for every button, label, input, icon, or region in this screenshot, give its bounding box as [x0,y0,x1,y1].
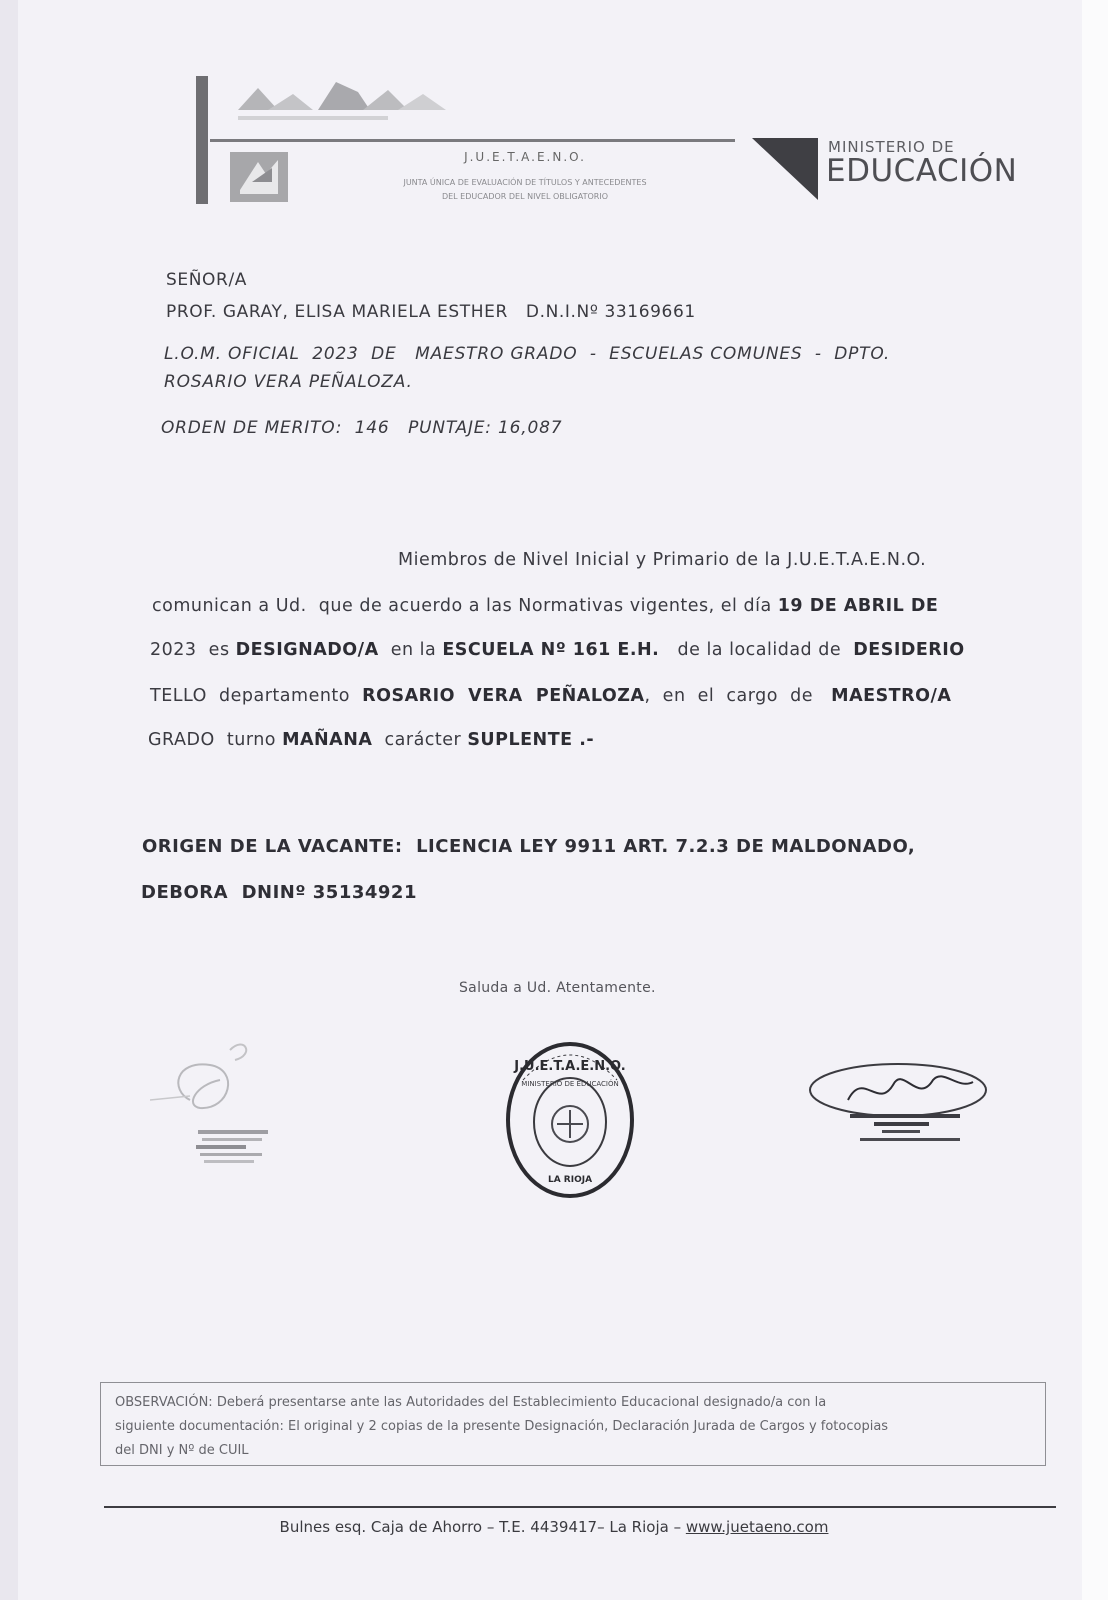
observation-line-1: OBSERVACIÓN: Deberá presentarse ante las Autoridades del Establecimiento Educacional designado/a con la [115,1395,827,1410]
logo-vertical-bar [196,76,208,204]
vacancy-origin: ORIGEN DE LA VACANTE: LICENCIA LEY 9911 ART. 7.2.3 DE MALDONADO, [142,836,916,857]
mountain-logo-icon [238,80,448,130]
ministry-flag-icon [752,138,818,200]
lom-line: L.O.M. OFICIAL 2023 DE MAESTRO GRADO - ESCUELAS COMUNES - DPTO. [164,344,891,364]
body-line-1: Miembros de Nivel Inicial y Primario de la J.U.E.T.A.E.N.O. [398,550,927,570]
vacancy-person: DEBORA DNINº 35134921 [141,882,417,903]
footer-rule [104,1506,1056,1508]
merit-score: ORDEN DE MERITO: 146 PUNTAJE: 16,087 [161,418,563,438]
ministry-title: EDUCACIÓN [826,153,1018,189]
lom-department: ROSARIO VERA PEÑALOZA. [164,372,413,392]
addressee-name: PROF. GARAY, ELISA MARIELA ESTHER D.N.I.Nº 33169661 [166,302,696,322]
org-acronym: J.U.E.T.A.E.N.O. [464,150,586,164]
org-full-name: JUNTA ÚNICA DE EVALUACIÓN DE TÍTULOS Y ANTECEDENTES DEL EDUCADOR DEL NIVEL OBLIGATORIO [403,178,647,201]
seal-ring-text: MINISTERIO DE EDUCACIÓN [521,1080,619,1088]
page-edge [1082,0,1108,1600]
body-line-5: GRADO turno MAÑANA carácter SUPLENTE .- [148,730,595,750]
salutation: SEÑOR/A [166,270,247,290]
seal-top-text: J.U.E.T.A.E.N.O. [514,1059,626,1074]
ministry-label: MINISTERIO DE [828,138,955,156]
observation-line-2: siguiente documentación: El original y 2 copias de la presente Designación, Declaración Jurada de Cargos y fotocopias [115,1419,889,1434]
right-stamp-text-icon [850,1112,970,1154]
footer-address: Bulnes esq. Caja de Ahorro – T.E. 4439417– La Rioja – www.juetaeno.com [279,1518,829,1536]
body-line-3: 2023 es DESIGNADO/A en la ESCUELA Nº 161 E.H. de la localidad de DESIDERIO [150,640,965,660]
website-link[interactable]: www.juetaeno.com [685,1518,829,1536]
left-stamp-text-icon [178,1128,288,1174]
juetaeno-emblem-icon [230,152,288,202]
observation-line-3: del DNI y Nº de CUIL [115,1443,249,1458]
official-seal-icon [503,1040,637,1200]
body-line-4: TELLO departamento ROSARIO VERA PEÑALOZA, en el cargo de MAESTRO/A [150,686,952,706]
left-signature-icon [150,1030,260,1130]
document-sheet [18,0,1090,1600]
header-rule [210,139,735,142]
observation-box [100,1382,1046,1466]
seal-bottom-text: LA RIOJA [547,1175,593,1185]
closing-greeting: Saluda a Ud. Atentamente. [459,980,656,996]
body-line-2: comunican a Ud. que de acuerdo a las Normativas vigentes, el día 19 DE ABRIL DE [152,596,939,616]
